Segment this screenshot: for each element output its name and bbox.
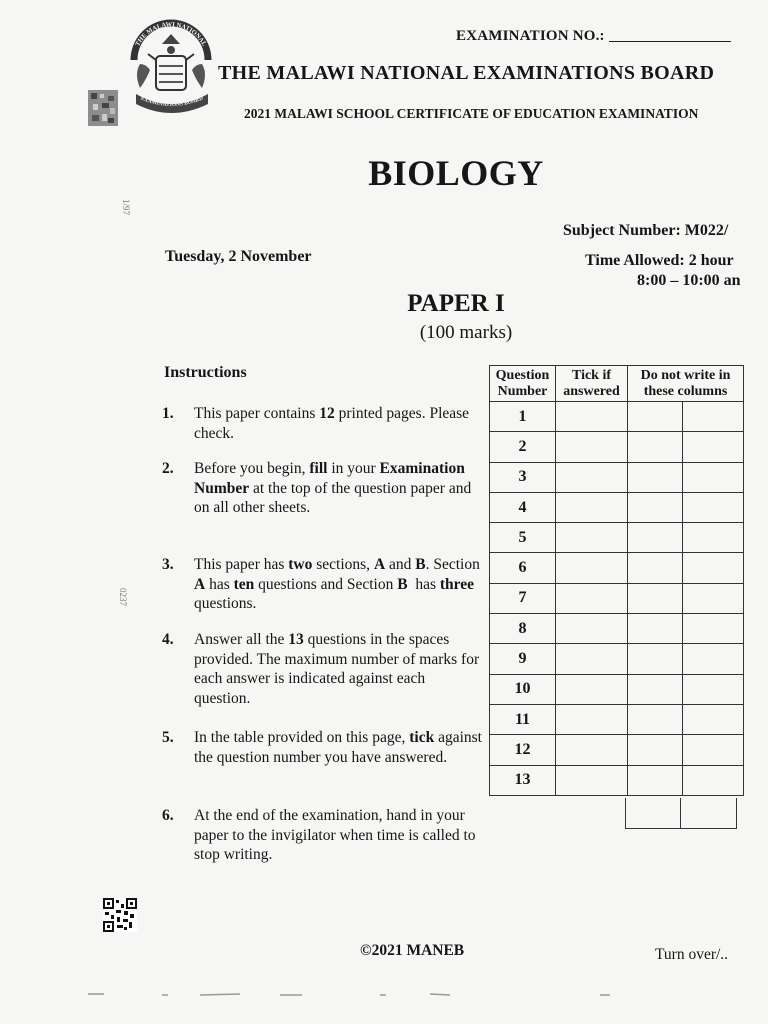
instruction-text: This paper has two sections, A and B. Section A has ten questions and Section B has three questions. <box>194 556 480 612</box>
table-row <box>490 583 744 613</box>
qr-code-icon <box>88 90 118 126</box>
examiner-cell <box>683 614 744 644</box>
examiner-cell <box>628 765 683 795</box>
examiner-cell <box>628 644 683 674</box>
question-tick-table <box>489 365 744 796</box>
examination-number-field[interactable] <box>456 28 731 45</box>
tick-cell[interactable] <box>556 674 628 704</box>
crest-top-text: THE MALAWI NATIONAL <box>134 21 208 48</box>
examiner-cell <box>683 735 744 765</box>
instruction-text: This paper contains 12 printed pages. Please check. <box>194 405 470 442</box>
examiner-cell <box>683 583 744 613</box>
table-row <box>490 523 744 553</box>
question-number-cell: 13 <box>490 765 556 795</box>
examiner-cell <box>683 432 744 462</box>
tick-cell[interactable] <box>556 614 628 644</box>
examiner-cell <box>683 644 744 674</box>
instruction-item <box>162 728 482 767</box>
total-marks: (100 marks) <box>419 322 513 343</box>
tick-cell[interactable] <box>556 704 628 734</box>
question-number-cell: 11 <box>490 704 556 734</box>
table-row <box>490 735 744 765</box>
examiner-cell <box>628 492 683 522</box>
instruction-text: At the end of the examination, hand in your paper to the invigilator when time is called to stop writing. <box>194 807 476 863</box>
question-number-cell: 9 <box>490 644 556 674</box>
instruction-item <box>162 630 482 708</box>
examiner-cell <box>628 674 683 704</box>
examination-number-line[interactable] <box>609 41 731 42</box>
question-number-cell: 6 <box>490 553 556 583</box>
exam-date: Tuesday, 2 November <box>165 248 312 265</box>
examiner-cell <box>683 402 744 432</box>
tick-cell[interactable] <box>556 583 628 613</box>
examiner-cell <box>628 704 683 734</box>
examiner-cell <box>628 735 683 765</box>
question-number-cell: 3 <box>490 462 556 492</box>
margin-mark-1: 1/97 <box>121 198 132 216</box>
table-row <box>490 674 744 704</box>
question-number-cell: 10 <box>490 674 556 704</box>
instruction-number: 4. <box>162 631 174 648</box>
board-name: THE MALAWI NATIONAL EXAMINATIONS BOARD <box>218 62 715 84</box>
table-extra-row <box>625 798 737 829</box>
question-number-cell: 4 <box>490 492 556 522</box>
time-allowed: Time Allowed: 2 hour <box>585 252 734 269</box>
question-number-cell: 12 <box>490 735 556 765</box>
tick-cell[interactable] <box>556 523 628 553</box>
examiner-cell <box>683 492 744 522</box>
examiner-cell <box>628 402 683 432</box>
question-number-cell: 2 <box>490 432 556 462</box>
examiner-cell <box>628 583 683 613</box>
table-row <box>490 492 744 522</box>
tick-cell[interactable] <box>556 644 628 674</box>
tick-cell[interactable] <box>556 553 628 583</box>
question-number-cell: 8 <box>490 614 556 644</box>
examiner-cell <box>628 553 683 583</box>
examiner-cell <box>683 765 744 795</box>
table-row <box>490 402 744 432</box>
qr-code-bottom-icon <box>103 898 137 932</box>
instructions-heading: Instructions <box>164 364 247 381</box>
subject-number: Subject Number: M022/ <box>563 222 729 239</box>
table-row <box>490 704 744 734</box>
tick-cell[interactable] <box>556 765 628 795</box>
table-row <box>490 614 744 644</box>
paper-title: PAPER I <box>407 290 505 317</box>
instruction-item <box>162 806 482 865</box>
examiner-cell <box>683 704 744 734</box>
table-row <box>490 765 744 795</box>
instruction-number: 6. <box>162 807 174 824</box>
examiner-cell <box>683 553 744 583</box>
margin-mark-2: 0237 <box>118 588 128 606</box>
exam-name: 2021 MALAWI SCHOOL CERTIFICATE OF EDUCATION EXAMINATION <box>244 106 699 121</box>
instruction-number: 2. <box>162 460 174 477</box>
instruction-text: Before you begin, fill in your Examination Number at the top of the question paper and on all other sheets. <box>194 460 472 516</box>
instruction-number: 3. <box>162 556 174 573</box>
examiner-cell <box>628 432 683 462</box>
examiner-cell <box>628 523 683 553</box>
instruction-number: 1. <box>162 405 174 422</box>
instruction-item <box>162 555 482 614</box>
header-tick-if-answered: Tick if answered <box>556 366 628 402</box>
turn-over-note: Turn over/.. <box>655 946 729 963</box>
table-row <box>490 553 744 583</box>
instruction-item <box>162 404 482 443</box>
table-row <box>490 644 744 674</box>
copyright: ©2021 MANEB <box>360 942 465 959</box>
examiner-cell <box>683 523 744 553</box>
examiner-cell <box>683 462 744 492</box>
crest-bottom-text: EXAMINATIONS BOARD <box>139 95 205 109</box>
tick-cell[interactable] <box>556 492 628 522</box>
question-number-cell: 5 <box>490 523 556 553</box>
header-do-not-write: Do not write in these columns <box>628 366 744 402</box>
instruction-text: Answer all the 13 questions in the spaces provided. The maximum number of marks for each answer is indicated against each question. <box>194 631 480 707</box>
tick-cell[interactable] <box>556 432 628 462</box>
question-number-cell: 1 <box>490 402 556 432</box>
tick-cell[interactable] <box>556 402 628 432</box>
question-number-cell: 7 <box>490 583 556 613</box>
tick-cell[interactable] <box>556 462 628 492</box>
examiner-cell <box>683 674 744 704</box>
scan-artifacts <box>80 990 640 1000</box>
subject-title: BIOLOGY <box>368 153 544 193</box>
instruction-text: In the table provided on this page, tick against the question number you have answered. <box>194 729 482 766</box>
examiner-cell <box>628 614 683 644</box>
table-row <box>490 432 744 462</box>
tick-cell[interactable] <box>556 735 628 765</box>
examiner-cell <box>628 462 683 492</box>
header-question-number: Question Number <box>490 366 556 402</box>
instruction-number: 5. <box>162 729 174 746</box>
examination-number-label: EXAMINATION NO.: <box>456 28 605 44</box>
maneb-crest-logo <box>126 14 216 118</box>
instruction-item <box>162 459 482 518</box>
table-row <box>490 462 744 492</box>
time-range: 8:00 – 10:00 an <box>637 272 741 289</box>
